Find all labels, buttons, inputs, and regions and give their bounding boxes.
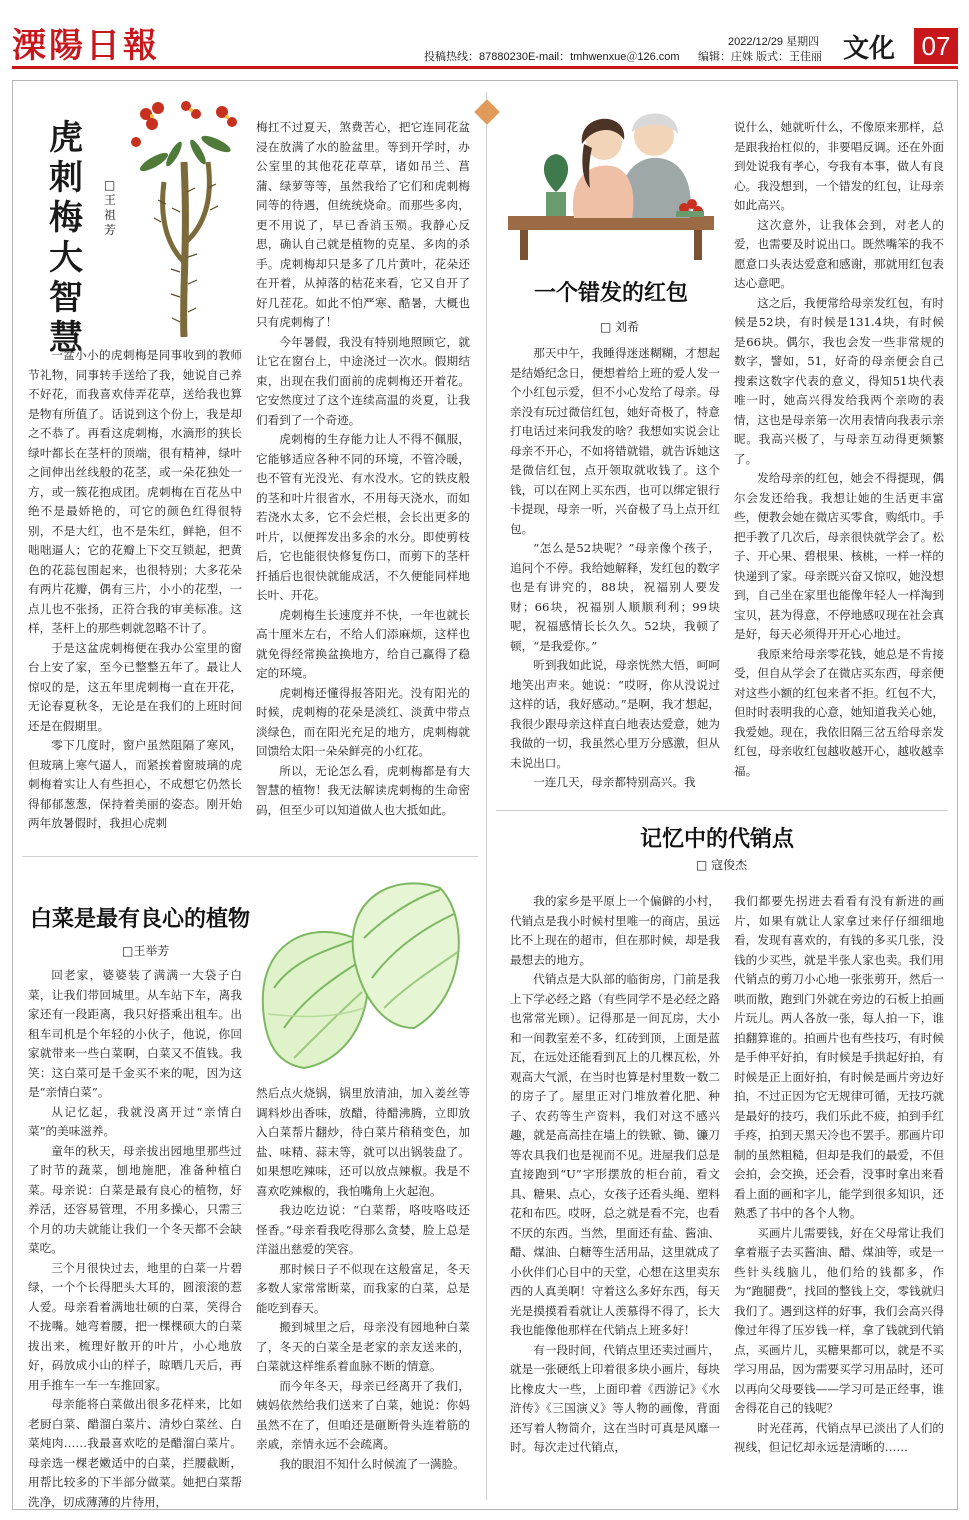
article4-column-2	[734, 892, 944, 1500]
article2-paragraph: “怎么是52块呢？”母亲像个孩子，追问个不停。我给她解释，发红包的数字也是有讲究的，88块，祝福别人要发财；66块，祝福别人顺顺利利；99块呢，祝福感情长长久久。52块，我顿了顿，“是我爱你。”	[510, 541, 720, 653]
article3-paragraph: 从记忆起，我就没离开过“亲情白菜”的美味滋养。	[28, 1104, 242, 1138]
article1-column-1	[28, 346, 242, 850]
article3-column-1	[28, 966, 242, 1509]
article2-author: □ 刘希	[600, 320, 640, 334]
editor-credits: 编辑：庄姝 版式：王佳丽	[698, 51, 823, 63]
newspaper-logo: 溧陽日報	[12, 26, 160, 66]
article1-author: □王祖芳	[104, 178, 117, 237]
article4-paragraph: 有一段时间，代销点里还卖过画片，就是一张硬纸上印着很多块小画片，每块比橡皮大一些，上面印着《西游记》《水浒传》《三国演义》等人物的画像，背面还写着人物简介，这在当时可真是风靡一时。每次走过代销点，	[510, 1342, 720, 1454]
article4-author: □ 寇俊杰	[696, 858, 748, 872]
article3-paragraph: 然后点火烧锅，锅里放清油，加入姜丝等调料炒出香味，放醋，待醋沸腾，立即放入白菜帮片翻炒，待白菜片稍稍变色，加盐、味精、蒜末等，就可以出锅装盘了。如果想吃辣味，还可以放点辣椒。我是不喜欢吃辣椒的，我怕嘴角上火起泡。	[256, 1086, 470, 1198]
article2-paragraph: 听到我如此说，母亲恍然大悟，呵呵地笑出声来。她说：“哎呀，你从没说过这样的话，我好感动。”是啊，我才想起，我很少跟母亲这样直白地表达爱意，她为我做的一切，我虽然心里万分感激，但从未说出口。	[510, 658, 720, 770]
article3-paragraph: 而今年冬天，母亲已经离开了我们，姨妈依然给我们送来了白菜，她说：你妈虽然不在了，但咱还是砸断骨头连着筋的亲戚，亲情永远不会疏离。	[256, 1378, 470, 1451]
article1-paragraph: 梅扛不过夏天，煞费苦心，把它连同花盆浸在放满了水的脸盆里。等到开学时，办公室里的其他花花草草，诸如吊兰、菖蒲、绿萝等等，虽然我给了它们和虎刺梅同等的待遇，但统统烧命。而那些多肉，更不用说了，早已香消玉殒。我静心反思，确认自己就是植物的克星、多肉的杀手。虎刺梅却只是多了几片黄叶，花朵还在开着，从掉落的枯花来看，它又自开了好几茬花。如此不怕严寒、酷暑，大概也只有虎刺梅了！	[256, 120, 470, 329]
article2-paragraph: 那天中午，我睡得迷迷糊糊，才想起是结婚纪念日，便想着给上班的爱人发一个小红包示爱，但不小心发给了母亲。母亲没有玩过微信红包，她好奇极了，特意打电话过来问我发的啥？我想如实说会让母亲不开心，不如将错就错，就告诉她这是微信红包，点开领取就收钱了。这个钱，可以在网上买东西，也可以绑定银行卡提现，母亲一听，兴奋极了马上点开红包。	[510, 346, 720, 536]
cabbage-icon	[353, 883, 459, 1028]
article3-paragraph: 母亲能将白菜做出很多花样来，比如老厨白菜、醋溜白菜片、清炒白菜丝、白菜炖肉……我最喜欢吃的是醋溜白菜片。母亲选一棵老嫩适中的白菜，拦腰截断，用帮比较多的下半部分做菜。她把白菜帮洗净，切成薄薄的片待用，	[28, 1397, 242, 1509]
article1-paragraph: 今年暑假，我没有特别地照顾它，就让它在窗台上，中途浇过一次水。假期结束，出现在我们面前的虎刺梅还开着花。它安然度过了这个连续高温的炎夏，让我们看到了一个奇迹。	[256, 334, 470, 427]
masthead-rule	[12, 66, 958, 69]
article2-paragraph: 说什么，她就听什么，不像原来那样，总是跟我抬杠似的，非要唱反调。还在外面到处说我有孝心，夸我有本事，做人有良心。我没想到，一个错发的红包，让母亲如此高兴。	[734, 120, 944, 212]
mother-daughter-illustration	[508, 96, 714, 266]
article2-title: 一个错发的红包	[534, 281, 689, 306]
article3-paragraph: 我的眼泪不知什么时候流了一满脸。	[279, 1456, 465, 1471]
article2-column-1	[510, 344, 720, 789]
article3-paragraph: 我边吃边说：“白菜帮，咯吱咯吱还怪香。”母亲看我吃得那么贪婪，脸上总是洋溢出慈爱的笑容。	[256, 1203, 470, 1256]
daughter-figure-icon	[573, 119, 633, 218]
euphorbia-illustration	[124, 92, 244, 342]
table-icon	[508, 216, 714, 230]
article1-title: 虎刺梅大智慧	[49, 118, 83, 358]
article4-paragraph: 我的家乡是平原上一个偏僻的小村，代销点是我小时候村里唯一的商店，虽远比不上现在的超市，但在那时候，却是我最想去的地方。	[510, 894, 720, 967]
article1-paragraph: 虎刺梅还懂得报答阳光。没有阳光的时候，虎刺梅的花朵是淡红、淡黄中带点淡绿色，而在阳光充足的地方，虎刺梅就回馈给太阳一朵朵鲜亮的小红花。	[256, 685, 470, 758]
center-divider	[486, 92, 487, 1500]
euphorbia-flower-icon	[131, 101, 237, 147]
article2-paragraph: 这之后，我便常给母亲发红包，有时候是52块，有时候是131.4块，有时候是66块。偶尔，我也会发一些非常规的数字，譬如，51，好奇的母亲便会自己搜索这数字代表的意义，得知51块代表唯一时，她高兴得发给我两个亲吻的表情，这也是母亲第一次用表情向我表示亲昵。我高兴极了，与母亲互动得更频繁了。	[734, 295, 944, 466]
article4-paragraph: 时光荏苒，代销点早已淡出了人们的视线，但记忆却永远是清晰的……	[734, 1420, 944, 1454]
page-number: 07	[914, 28, 958, 64]
article1-paragraph: 一盆小小的虎刺梅是同事收到的教师节礼物，同事转手送给了我，她说自己养不好花，而我喜欢侍弄花草，送给我也算是物有所值了。话说到这个份上，我是却之不恭了。再看这虎刺梅，水滴形的狭长绿叶都长在茎杆的顶端，很有精神，绿叶之间伸出丝线般的花茎，或一朵花独处一方，或一簇花抱成团。虎刺梅在百花丛中绝不是最娇艳的，可它的颜色红得很特别，不是大红，也不是朱红，鲜艳，但不咄咄逼人；它的花瓣上下交互锁起，把黄色的花蕊包围起来，也很特别；大多花朵有两片花瓣，偶有三片，小小的花型，一点儿也不张扬，正符合我的审美标准。这样，茎杆上的那些刺就忽略不计了。	[28, 348, 242, 635]
article1-paragraph: 于是这盆虎刺梅便在我办公室里的窗台上安了家，至今已整整五年了。最让人惊叹的是，这五年里虎刺梅一直在开花，无论春夏秋冬，无论是在我们的上班时间还是在假期里。	[28, 640, 242, 733]
article4-paragraph: 代销点是大队部的临街房，门前是我上下学必经之路（有些同学不是必经之路也常常光顾）。记得那是一间瓦房，大小和一间教室差不多，红砖到顶，上面是蓝瓦，在远处还能看到瓦上的几棵瓦松，外观高大气派，在当时也算是村里数一数二的房子了。屋里正对门堆放着化肥、种子、农药等生产资料，我们对这不感兴趣，就是高高挂在墙上的铁锨、锄、镰刀等农具我们也是视而不见。进屋我们总是直接跑到“U”字形摆放的柜台前，看文具、糖果、点心，女孩子还看头绳、塑料花和布匹。哎呀，总之就是看不完，也看不厌的东西。当然，里面还有盐、酱油、醋、煤油、白糖等生活用品，这里就成了小伙伴们心目中的天堂，心想在这里卖东西的人真美啊！守着这么多好东西，每天光是摸摸看看就让人羡慕得不得了，长大我也能像他那样在代销点上班多好！	[510, 972, 720, 1337]
article3-author: □王举芳	[122, 944, 170, 958]
article2-paragraph: 我原来给母亲零花钱，她总是不肯接受，但自从学会了在微店买东西，母亲便对这些小额的红包来者不拒。红包不大，但时时表明我的心意，她知道我关心她，我爱她。现在，我依旧隔三岔五给母亲发红包，母亲收红包越收越开心，越收越幸福。	[734, 646, 944, 778]
article1-column-2	[256, 118, 470, 838]
article4-title: 记忆中的代销点	[640, 827, 795, 852]
euphorbia-stem-icon	[154, 162, 218, 337]
cabbage-icon	[263, 932, 368, 1068]
article1-paragraph: 零下几度时，窗户虽然阻隔了寒风，但玻璃上寒气逼人，而紧挨着窗玻璃的虎刺梅着实让人有些担心，不成想它仍然长得郁郁葱葱，保持着美丽的姿态。刚开始两年放暑假时，我担心虎刺	[28, 738, 242, 830]
article3-paragraph: 三个月很快过去，地里的白菜一片碧绿，一个个长得肥头大耳的，圆滚滚的惹人爱。母亲看着满地壮硕的白菜，笑得合不拢嘴。她弯着腰，把一棵棵硕大的白菜拔出来，梳理好散开的叶片，小心地放好，码放成小山的样子，晾晒几天后，再用手推车一车一车推回家。	[28, 1260, 242, 1392]
article3-paragraph: 搬到城里之后，母亲没有园地种白菜了，冬天的白菜全是老家的亲友送来的，白菜就这样维系着血脉不断的情意。	[256, 1320, 470, 1373]
article3-paragraph: 童年的秋天，母亲拔出园地里那些过了时节的蔬菜，刨地施肥，准备种植白菜。母亲说：白菜是最有良心的植物，好养活，还容易管理，不用多操心，只需三个月的功夫就能让我们一个冬天都不会缺菜吃。	[28, 1143, 242, 1255]
article2-paragraph: 一连几天，母亲都特别高兴。我	[533, 775, 696, 789]
issue-date: 2022/12/29 星期四	[728, 36, 820, 48]
article4-paragraph: 我们都要先拐进去看看有没有新进的画片，如果有就让人家拿过来仔仔细细地看，发现有喜欢的，有钱的多买几张，没钱的少买些，就是半张人家也卖。我们用代销点的剪刀小心地一张张剪开，然后一哄而散，跑到门外就在旁边的石板上拍画片玩儿。两人各放一张，每人拍一下，谁拍翻算谁的。拍画片也有些技巧，有时候是手伸平好拍，有时候是手拱起好拍，有时候是正上面好拍，有时候是画片旁边好拍，不过正因为它无规律可循，无技巧就是最好的技巧，我们乐此不疲，拍到手红手疼，拍到天黑天冷也不罢手。那画片印制的虽然粗糙，但却是我们的最爱，不但会拍，会交换，还会看，没事时拿出来看看上面的画和字儿，能学到很多知识，还熟悉了书中的各个人物。	[734, 894, 944, 1220]
masthead	[0, 0, 969, 72]
section-title: 文化	[843, 34, 896, 64]
article4-paragraph: 买画片儿需要钱，好在父母常让我们拿着瓶子去买酱油、醋、煤油等，或是一些针头线脑儿，他们给的钱都多，作为“跑腿费”，找回的整钱上交，零钱就归我们了。遇到这样的好事，我们会高兴得像过年得了压岁钱一样，拿了钱就到代销点，买画片儿，买糖果都可以，就是不买学习用品，因为需要买学习用品时，还可以再向父母要钱——学习可是正经事，谁舍得花自己的钱呢？	[734, 1225, 944, 1415]
article1-paragraph: 所以，无论怎么看，虎刺梅都是有大智慧的植物！我无法解读虎刺梅的生命密码，但至少可以知道做人也大抵如此。	[256, 763, 470, 817]
article2-column-2	[734, 118, 944, 802]
submission-hotline: 投稿热线：87880230E-mail：tmhwenxue＠126.com	[424, 51, 680, 63]
article3-paragraph: 回老家，婆婆装了满满一大袋子白菜，让我们带回城里。从车站下车，离我家还有一段距离，我只好搭乘出租车。出租车司机是个年轻的小伙子，他说，你回家就带来一些白菜啊，白菜又不值钱。我笑：这白菜可是千金买不来的呢，因为这是“亲情白菜”。	[28, 968, 242, 1099]
left-row-divider	[22, 856, 478, 857]
article1-paragraph: 虎刺梅生长速度并不快，一年也就长高十厘米左右，不给人们添麻烦，这样也就免得经常换盆换地方，给自己赢得了稳定的环境。	[256, 607, 470, 680]
article3-column-2	[256, 1084, 470, 1500]
article4-column-1	[510, 892, 720, 1500]
article3-paragraph: 那时候日子不似现在这般富足，冬天多数人家常常断菜，而我家的白菜，总是能吃到春天。	[256, 1261, 470, 1315]
right-row-divider	[496, 810, 948, 811]
article2-paragraph: 这次意外，让我体会到，对老人的爱，也需要及时说出口。既然嘴笨的我不愿意口头表达爱意和感谢，那就用红包表达心意吧。	[734, 217, 944, 290]
cabbage-illustration	[244, 868, 476, 1084]
article3-title: 白菜是最有良心的植物	[30, 907, 251, 932]
article1-paragraph: 虎刺梅的生存能力让人不得不佩服，它能够适应各种不同的环境，不管冷暖，也不管有光没光、有水没水。它的铁皮般的茎和叶片很省水，不用每天浇水，而如若浇水太多，它不会烂根，会长出更多的叶片，以便挥发出多余的水分。即使剪枝后，它也能很快修复伤口，而剪下的茎杆扦插后也很快就能成活，不久便能同样地长叶、开花。	[256, 432, 470, 602]
article2-paragraph: 发给母亲的红包，她会不得提现，偶尔会发还给我。我想让她的生活更丰富些，便教会她在微店买零食，购纸巾。手把手教了几次后，母亲很快就学会了。松子、开心果、碧根果、核桃，一样一样的快递到了家。母亲既兴奋又惊叹，她没想到，自己坐在家里也能像年轻人一样淘到宝贝，甚为得意，不停地感叹现在社会真是好，每天必须得开开心心地过。	[734, 471, 944, 641]
plant-pot-icon	[544, 154, 568, 216]
